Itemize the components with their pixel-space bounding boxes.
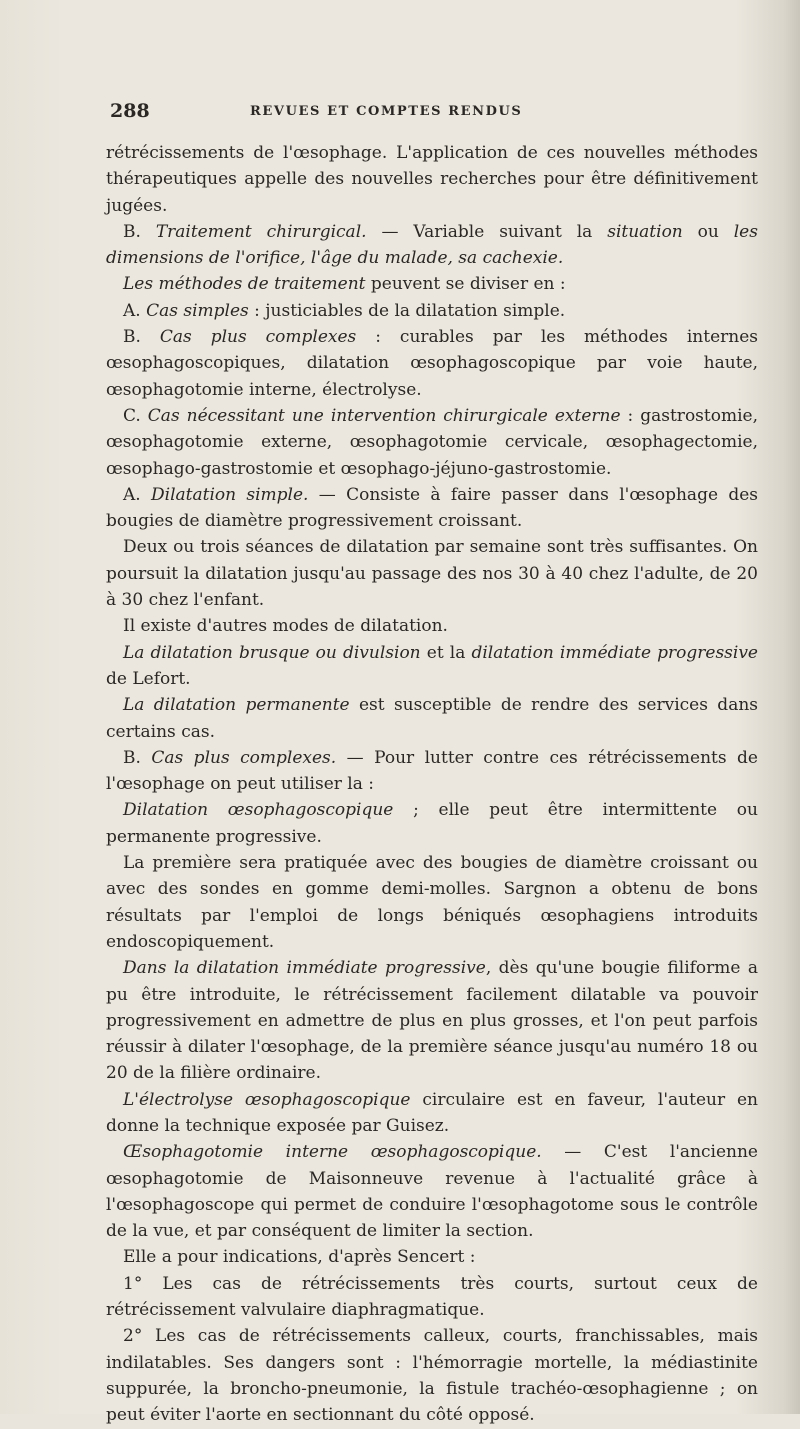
paragraph: B. Traitement chirurgical. — Variable suivant la situation ou les dimensions de l'orifice, l'âge du malade, sa cachexie.	[106, 221, 758, 269]
paragraph: 2° Les cas de rétrécissements calleux, courts, franchissables, mais indilatables. Ses dangers sont : l'hémorragie mortelle, la médiastinite suppurée, la broncho-pneumonie, la fistule trachéo-œsophagienne ; on peut éviter l'aorte en sectionnant du côté opposé.	[106, 1326, 758, 1426]
paragraph: Il existe d'autres modes de dilatation.	[123, 616, 448, 637]
paragraph: La dilatation brusque ou divulsion et la dilatation immédiate progressive de Lefort.	[106, 642, 758, 689]
paragraph: 1° Les cas de rétrécissements très courts, surtout ceux de rétrécissement valvulaire diaphragmatique.	[106, 1273, 758, 1321]
paragraph: Deux ou trois séances de dilatation par semaine sont très suffisantes. On poursuit la dilatation jusqu'au passage des nos 30 à 40 chez l'adulte, de 20 à 30 chez l'enfant.	[106, 537, 758, 611]
paragraph: Les méthodes de traitement peuvent se diviser en :	[123, 274, 566, 295]
running-title: REVUES ET COMPTES RENDUS	[250, 104, 523, 119]
paragraph: A. Dilatation simple. — Consiste à faire passer dans l'œsophage des bougies de diamètre progressivement croissant.	[106, 484, 759, 532]
page-header	[110, 100, 750, 130]
paragraph: Elle a pour indications, d'après Sencert :	[123, 1247, 476, 1268]
paragraph: La première sera pratiquée avec des bougies de diamètre croissant ou avec des sondes en gomme demi-molles. Sargnon a obtenu de bons résultats par l'emploi de longs béniqués œsophagiens introduits endoscopiquement.	[106, 853, 758, 952]
body-text	[106, 140, 758, 1429]
paragraph: Dilatation œsophagoscopique ; elle peut être intermittente ou permanente progressive.	[106, 800, 758, 847]
paragraph: C. Cas nécessitant une intervention chirurgicale externe : gastrostomie, œsophagotomie externe, œsophagotomie cervicale, œsophagectomie, œsophago-gastrostomie et œsophago-jéjuno-gastrostomie.	[106, 405, 758, 479]
paragraph: B. Cas plus complexes : curables par les méthodes internes œsophagoscopiques, dilatation œsophagoscopique par voie haute, œsophagotomie interne, électrolyse.	[106, 327, 758, 400]
paragraph: Dans la dilatation immédiate progressive, dès qu'une bougie filiforme a pu être introduite, le rétrécissement facilement dilatable va pouvoir progressivement en admettre de plus en plus grosses, et l'on peut parfois réussir à dilater l'œsophage, de la première séance jusqu'au numéro 18 ou 20 de la filière ordinaire.	[106, 958, 758, 1084]
paragraph: B. Cas plus complexes. — Pour lutter contre ces rétrécissements de l'œsophage on peut utiliser la :	[106, 747, 758, 795]
page-number: 288	[110, 100, 150, 122]
paragraph: A. Cas simples : justiciables de la dilatation simple.	[123, 300, 566, 321]
paragraph: L'électrolyse œsophagoscopique circulaire est en faveur, l'auteur en donne la technique exposée par Guisez.	[106, 1089, 758, 1136]
paragraph: La dilatation permanente est susceptible de rendre des services dans certains cas.	[106, 695, 759, 742]
paragraph: rétrécissements de l'œsophage. L'application de ces nouvelles méthodes thérapeutiques appelle des nouvelles recherches pour être définitivement jugées.	[106, 143, 758, 216]
paragraph: Œsophagotomie interne œsophagoscopique. — C'est l'ancienne œsophagotomie de Maisonneuve revenue à l'actualité grâce à l'œsophagoscope qui permet de conduire l'œsophagotome sous le contrôle de la vue, et par conséquent de limiter la section.	[106, 1142, 758, 1242]
